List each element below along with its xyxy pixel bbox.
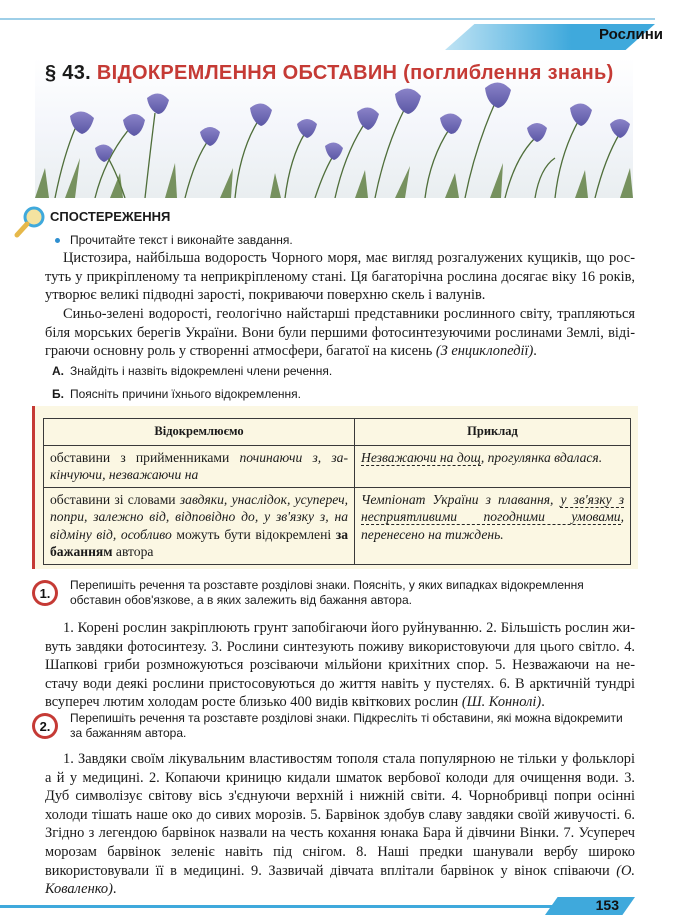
task-1-end: .	[541, 694, 545, 711]
paragraph-2-text: Синьо-зелені водорості, геологічно найстарші представники рослинного світу, трапляються біля морських берегів України. Вони були першими фотосинтезуючими рослинами Землі, відіграючи основну роль у створенні атмосфери, багатої на кисень	[45, 306, 635, 360]
cell-text: автора	[112, 544, 154, 559]
footer-bar	[0, 905, 560, 908]
text-paragraph-2	[45, 305, 635, 361]
rule-table	[43, 418, 631, 565]
page-number-tab	[545, 897, 635, 915]
text-paragraph-1: Цистозира, найбільша водорость Чорного моря, має вигляд розгалужених кущиків, що ростуть у прикріпленому та неприкріпленому стані. Ця багаторічна рослина досягає віку 16 років, утворює великі підводні зарості, покриваючи поверхню скель і валунів.	[45, 250, 635, 304]
cell-text: можуть бути відокремлені	[171, 526, 336, 542]
section-label: Рослини	[599, 26, 663, 43]
task-1-source: (Ш. Коннолі)	[461, 694, 542, 711]
table-cell	[44, 487, 355, 564]
table-cell	[355, 487, 631, 564]
table-row	[44, 487, 631, 564]
table-header-cell: Відокремлюємо	[44, 419, 355, 446]
task-1-block	[30, 578, 640, 612]
task-b-text: Поясніть причини їхнього відокремлення.	[69, 387, 301, 401]
table-row	[44, 445, 631, 487]
task-1-instruction: Перепишіть речення та розставте розділові знаки. Поясніть, у яких випадках відокремлення обставин обов'язкове, а в яких залежить від бажання автора.	[70, 578, 584, 607]
task-a-letter: А.	[52, 364, 64, 378]
task-b-letter: Б.	[52, 387, 64, 401]
observation-instruction	[55, 233, 293, 247]
task-1-sentences: 1. Корені рослин закріплюють грунт запобігаючи його руйнуванню. 2. Більшість рослин живуть завдяки фотосинтезу. 3. Рослини синтезують поживу використовуючи для цього світло. 4. Шапкові гриби розмножуються розсіваючи мільйони крихітних спор. 5. Незважаючи на нестачу води деякі рослини пристосовуються до життя навіть у пустелях. 6. В арктичній тундрі всупереч лютим холодам росте близько 400 видів квіткових рослин	[45, 620, 635, 711]
header-band	[0, 18, 655, 58]
task-2-sentences: 1. Завдяки своїм лікувальним властивостям тополя стала популярною не тільки у фольклорі а й у медицині. 2. Копаючи криницю кидали шматок вербової колоди для очищення води. 3. Дуб символізує світову вісь з'єднуючи верхній і нижній світи. 4. Чорнобривці попри осінні холоди тішать наше око до сивих морозів. 5. Барвінок здобув славу завдяки своїй живучості. 6. Згідно з легендою барвінок назвали на честь кохання юнака Бара й дівчини Вінки. 7. Усупереч морозам барвінок зеленіє навіть під снігом. 8. Наші предки шанували вербу широко використовували її в медицині. 9. Зазвичай дівчата вплітали барвінок у вінок співаючи	[45, 751, 635, 879]
task-2-source: (О. Коваленко)	[45, 862, 635, 898]
task-number: 2.	[39, 719, 51, 734]
table-header-cell: Приклад	[355, 419, 631, 446]
task-2-text	[45, 750, 635, 899]
example-text: Чемпіонат України з плавання,	[361, 491, 561, 507]
example-underlined: у зв'язку з несприятливими погодними умовами	[361, 491, 624, 524]
task-b	[52, 387, 301, 401]
task-number: 1.	[39, 586, 51, 601]
title-text: ВІДОКРЕМЛЕННЯ ОБСТАВИН (поглиблення знань)	[96, 62, 614, 84]
cell-italic: завдяки, унаслідок, усупереч, попри, залежно від, відповідно до, у зв'язку з, на відміну від, особливо	[50, 491, 348, 542]
example-text: , перенесено на тиждень.	[361, 509, 624, 542]
rule-table-panel	[32, 406, 638, 569]
table-cell	[355, 445, 631, 487]
bullet-dot	[55, 238, 60, 243]
task-2-instruction: Перепишіть речення та розставте розділові знаки. Підкресліть ті обставини, які можна відокремити за бажанням автора.	[70, 711, 623, 740]
table-cell	[44, 445, 355, 487]
task-number-badge	[30, 578, 60, 608]
page-title	[45, 62, 614, 85]
cell-text: обставини з прийменниками	[50, 449, 240, 465]
footer-band	[0, 897, 695, 915]
observation-heading: СПОСТЕРЕЖЕННЯ	[50, 209, 171, 224]
example-text: , прогулянка вдалася.	[480, 449, 603, 465]
page-number: 153	[595, 897, 619, 913]
task-number-badge	[30, 711, 60, 741]
task-1-text	[45, 619, 635, 712]
task-2-end: .	[112, 881, 117, 898]
example-underlined: Незважаючи на дощ	[361, 449, 481, 465]
table-header-row	[44, 419, 631, 446]
task-2-block	[30, 711, 640, 745]
cell-text: обставини зі словами	[50, 491, 180, 507]
header-line	[0, 18, 655, 20]
paragraph-2-source: (З енциклопедії)	[435, 343, 534, 360]
section-number: § 43.	[45, 62, 91, 84]
paragraph-2-end: .	[533, 343, 537, 360]
task-a-text: Знайдіть і назвіть відокремлені члени речення.	[70, 364, 333, 378]
cell-bold: за бажанням	[50, 526, 348, 559]
instruction-text: Прочитайте текст і виконайте завдання.	[70, 233, 293, 247]
cell-italic: починаючи з, закінчуючи, незважаючи на	[50, 449, 348, 482]
task-a	[52, 364, 332, 378]
magnifier-icon	[14, 205, 48, 239]
